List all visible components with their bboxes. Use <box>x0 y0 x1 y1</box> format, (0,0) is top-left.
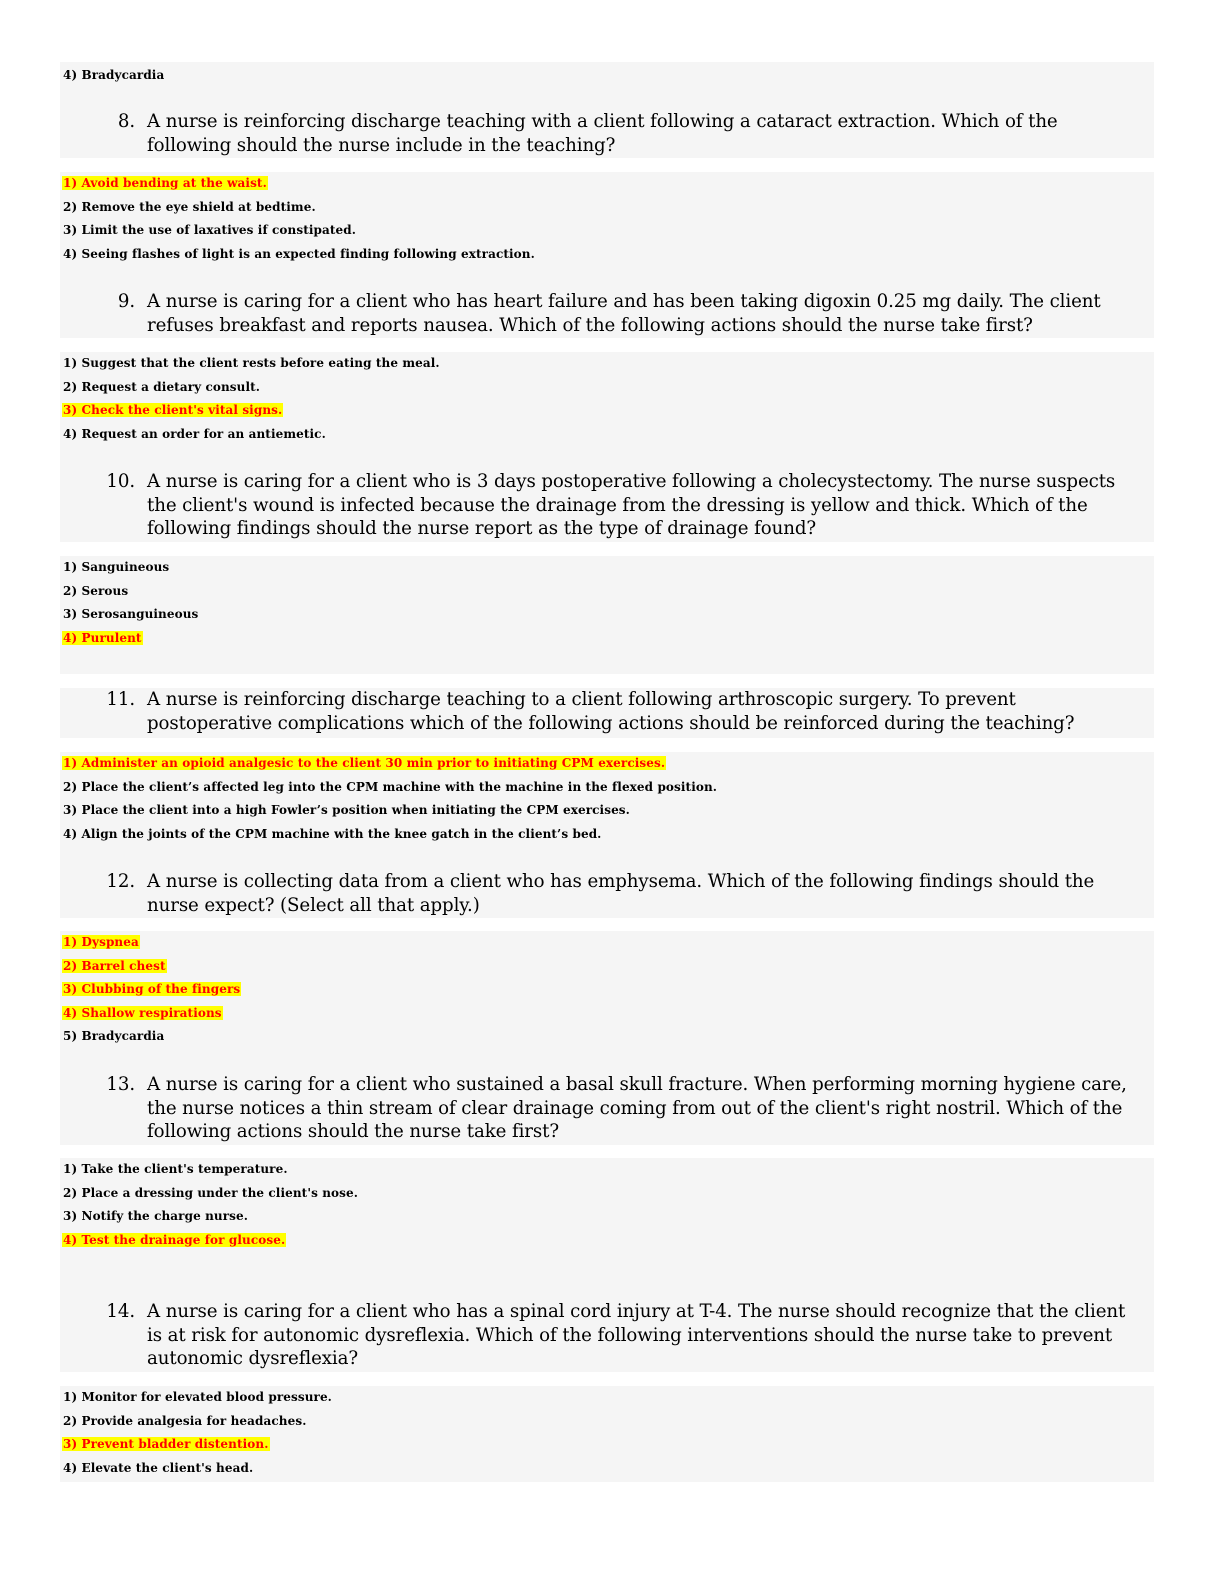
option-item: 3) Limit the use of laxatives if constipated. <box>63 223 357 238</box>
question-11 <box>60 688 1154 738</box>
option-item: 2) Barrel chest <box>63 958 166 973</box>
option-item: 1) Sanguineous <box>63 560 170 574</box>
question-row <box>60 110 1154 157</box>
option-item: 3) Notify the charge nurse. <box>63 1209 249 1224</box>
question-text: A nurse is collecting data from a client who has emphysema. Which of the following findings should the nurse expect? (Select all that apply.) <box>147 871 1095 916</box>
option-item: 4) Test the drainage for glucose. <box>63 1232 286 1247</box>
option-item: 2) Serous <box>63 583 129 598</box>
option-item: 2) Request a dietary consult. <box>63 379 261 394</box>
question-10 <box>60 470 1154 542</box>
question-9 <box>60 290 1154 338</box>
question-number: 14. <box>106 1301 135 1322</box>
option-item: 1) Avoid bending at the waist. <box>63 176 267 190</box>
option-item: 1) Take the client's temperature. <box>63 1162 288 1176</box>
question-text: A nurse is caring for a client who sustained a basal skull fracture. When performing morning hygiene care, the nurse notices a thin stream of clear drainage coming from out of the client's right nostril. Which of the following actions should the nurse take first? <box>147 1074 1127 1143</box>
option-item: 1) Suggest that the client rests before eating the meal. <box>63 356 440 370</box>
question-number: 11. <box>106 689 135 710</box>
options-13 <box>60 1158 1154 1300</box>
question-row <box>60 1300 1154 1371</box>
option-item: 4) Purulent <box>63 630 142 645</box>
option-item: 3) Check the client's vital signs. <box>63 403 283 418</box>
option-item: 4) Elevate the client's head. <box>63 1460 254 1475</box>
options-10 <box>60 556 1154 674</box>
option-item: 3) Prevent bladder distention. <box>63 1437 269 1452</box>
option-item: 4) Shallow respirations <box>63 1005 222 1020</box>
question-text: A nurse is caring for a client who has heart failure and has been taking digoxin 0.25 mg daily. The client refuses breakfast and reports nausea. Which of the following actions should the nurse take first? <box>147 291 1101 336</box>
question-number: 12. <box>106 871 135 892</box>
question-12 <box>60 870 1154 918</box>
option-item: 1) Administer an opioid analgesic to the client 30 min prior to initiating CPM exercises. <box>63 756 666 770</box>
question-row <box>60 1073 1154 1144</box>
question-number: 8. <box>117 111 135 132</box>
option-item: 5) Bradycardia <box>63 1029 165 1044</box>
question-number: 9. <box>117 291 135 312</box>
option-item: 1) Dyspnea <box>63 935 139 949</box>
question-row <box>60 688 1154 735</box>
question-text: A nurse is caring for a client who has a spinal cord injury at T-4. The nurse should recognize that the client is at risk for autonomic dysreflexia. Which of the following interventions should the nurse take to prevent autonomic dysreflexia? <box>147 1301 1126 1370</box>
option-item: 2) Place a dressing under the client's nose. <box>63 1185 359 1200</box>
options-11 <box>60 752 1154 870</box>
options-9 <box>60 352 1154 470</box>
question-8 <box>60 110 1154 158</box>
question-text: A nurse is reinforcing discharge teaching with a client following a cataract extraction. Which of the following should the nurse include in the teaching? <box>147 111 1058 156</box>
question-text: A nurse is caring for a client who is 3 days postoperative following a cholecystectomy. The nurse suspects the client's wound is infected because the drainage from the dressing is yellow and thick. Which of the following findings should the nurse report as the type of drainage found? <box>147 471 1116 540</box>
question-number: 10. <box>106 471 135 492</box>
question-row <box>60 290 1154 337</box>
option-item: 4) Align the joints of the CPM machine with the knee gatch in the client’s bed. <box>63 826 602 841</box>
option-item: 4) Seeing flashes of light is an expected finding following extraction. <box>63 246 535 261</box>
option-item: 2) Remove the eye shield at bedtime. <box>63 199 316 214</box>
options-12 <box>60 931 1154 1073</box>
options-top <box>60 62 1154 110</box>
option-item: 2) Place the client’s affected leg into the CPM machine with the machine in the flexed position. <box>63 779 718 794</box>
question-row <box>60 470 1154 541</box>
question-14 <box>60 1300 1154 1372</box>
question-text: A nurse is reinforcing discharge teaching to a client following arthroscopic surgery. To prevent postoperative complications which of the following actions should be reinforced during the teaching? <box>147 689 1075 734</box>
option-item: 3) Clubbing of the fingers <box>63 982 241 997</box>
question-number: 13. <box>106 1074 135 1095</box>
options-8 <box>60 172 1154 290</box>
question-row <box>60 870 1154 917</box>
option-item: 1) Monitor for elevated blood pressure. <box>63 1390 332 1404</box>
option-item: 3) Serosanguineous <box>63 607 199 622</box>
option-item: 4) Bradycardia <box>63 68 165 82</box>
option-item: 3) Place the client into a high Fowler’s position when initiating the CPM exercises. <box>63 803 630 818</box>
options-14 <box>60 1386 1154 1482</box>
option-item: 2) Provide analgesia for headaches. <box>63 1413 307 1428</box>
question-13 <box>60 1073 1154 1145</box>
option-item: 4) Request an order for an antiemetic. <box>63 426 326 441</box>
